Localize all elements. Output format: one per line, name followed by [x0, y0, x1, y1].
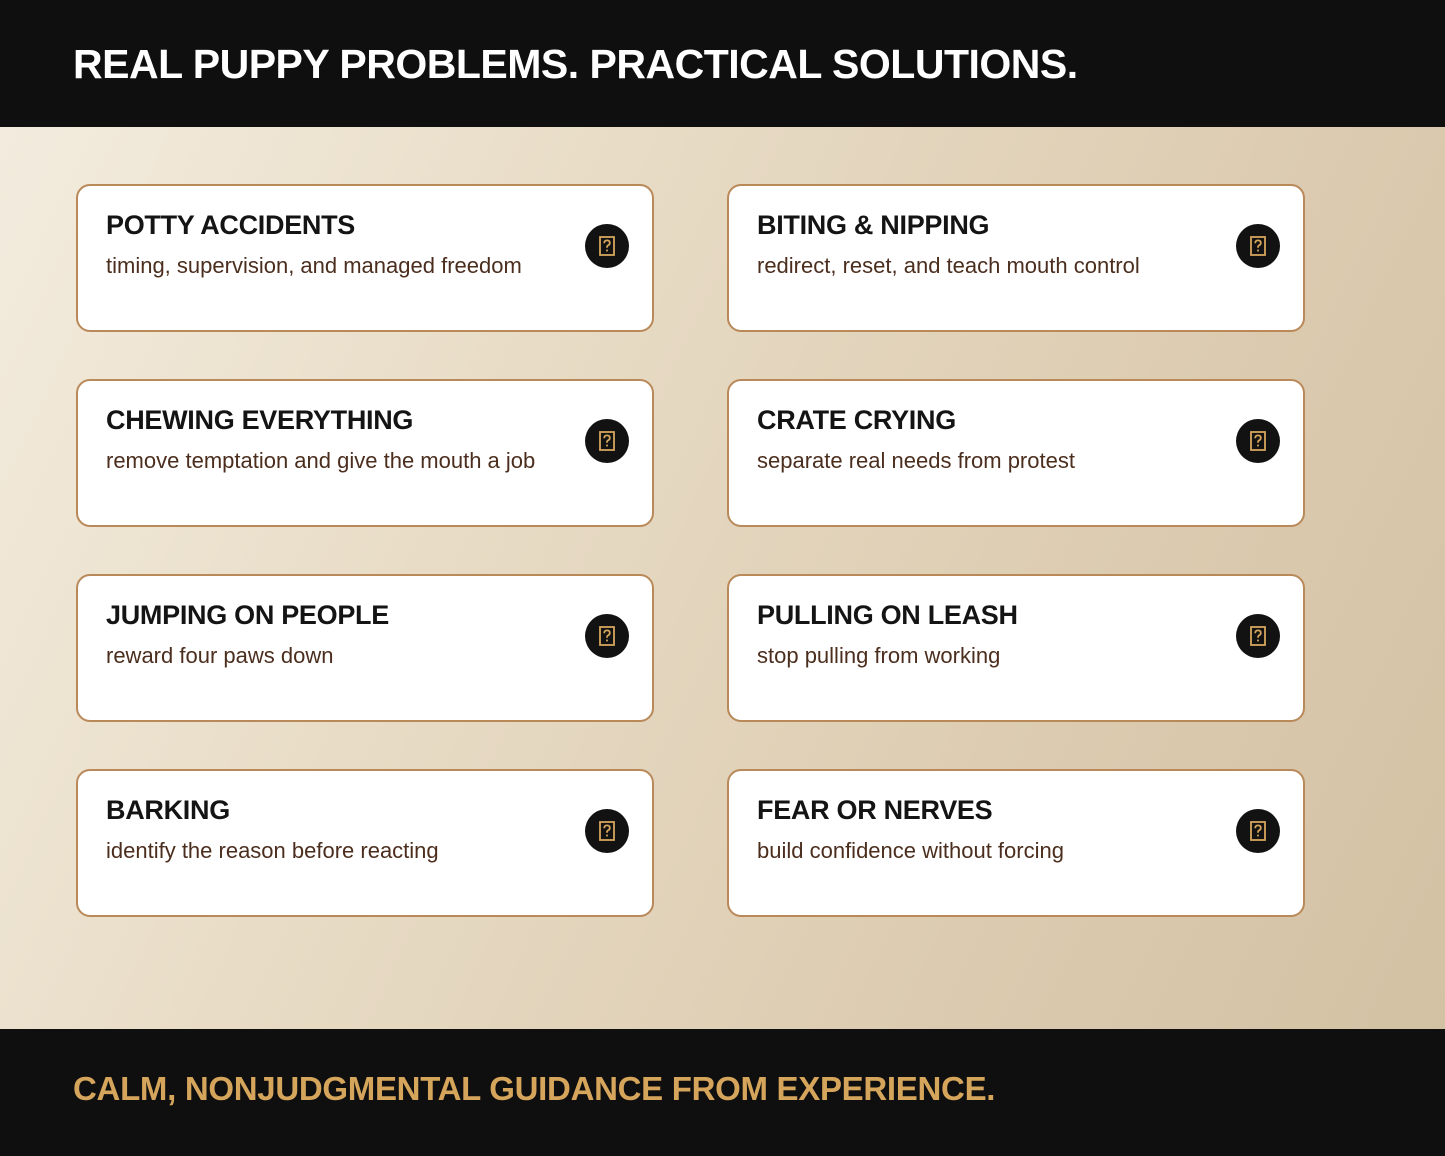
help-icon[interactable]: [1236, 419, 1280, 463]
page-title: REAL PUPPY PROBLEMS. PRACTICAL SOLUTIONS.: [73, 41, 1078, 87]
footer-tagline: CALM, NONJUDGMENTAL GUIDANCE FROM EXPERIENCE.: [73, 1070, 996, 1107]
help-icon[interactable]: [585, 614, 629, 658]
card-subtitle: identify the reason before reacting: [106, 838, 439, 863]
help-icon[interactable]: [585, 809, 629, 853]
card-title: CHEWING EVERYTHING: [106, 405, 414, 435]
help-icon[interactable]: [1236, 614, 1280, 658]
card-subtitle: build confidence without forcing: [757, 838, 1064, 863]
problem-card[interactable]: [727, 184, 1305, 332]
help-icon[interactable]: [1236, 809, 1280, 853]
card-title: PULLING ON LEASH: [757, 600, 1018, 630]
help-icon[interactable]: [585, 419, 629, 463]
card-title: JUMPING ON PEOPLE: [106, 600, 389, 630]
card-subtitle: stop pulling from working: [757, 643, 1001, 668]
footer-bar: [0, 1029, 1445, 1156]
card-title: CRATE CRYING: [757, 405, 956, 435]
card-subtitle: remove temptation and give the mouth a job: [106, 448, 536, 473]
problem-card[interactable]: [727, 574, 1305, 722]
problem-card[interactable]: [727, 769, 1305, 917]
problem-grid: [76, 184, 1305, 917]
problem-card[interactable]: [76, 184, 654, 332]
help-icon[interactable]: [585, 224, 629, 268]
problem-card[interactable]: [76, 379, 654, 527]
card-title: POTTY ACCIDENTS: [106, 210, 356, 240]
problem-card[interactable]: [76, 769, 654, 917]
problem-card[interactable]: [727, 379, 1305, 527]
card-subtitle: timing, supervision, and managed freedom: [106, 253, 522, 278]
card-subtitle: redirect, reset, and teach mouth control: [757, 253, 1140, 278]
card-subtitle: reward four paws down: [106, 643, 334, 668]
header-bar: [0, 0, 1445, 127]
card-title: FEAR OR NERVES: [757, 795, 993, 825]
card-title: BITING & NIPPING: [757, 210, 990, 240]
card-subtitle: separate real needs from protest: [757, 448, 1075, 473]
help-icon[interactable]: [1236, 224, 1280, 268]
card-title: BARKING: [106, 795, 230, 825]
problem-card[interactable]: [76, 574, 654, 722]
